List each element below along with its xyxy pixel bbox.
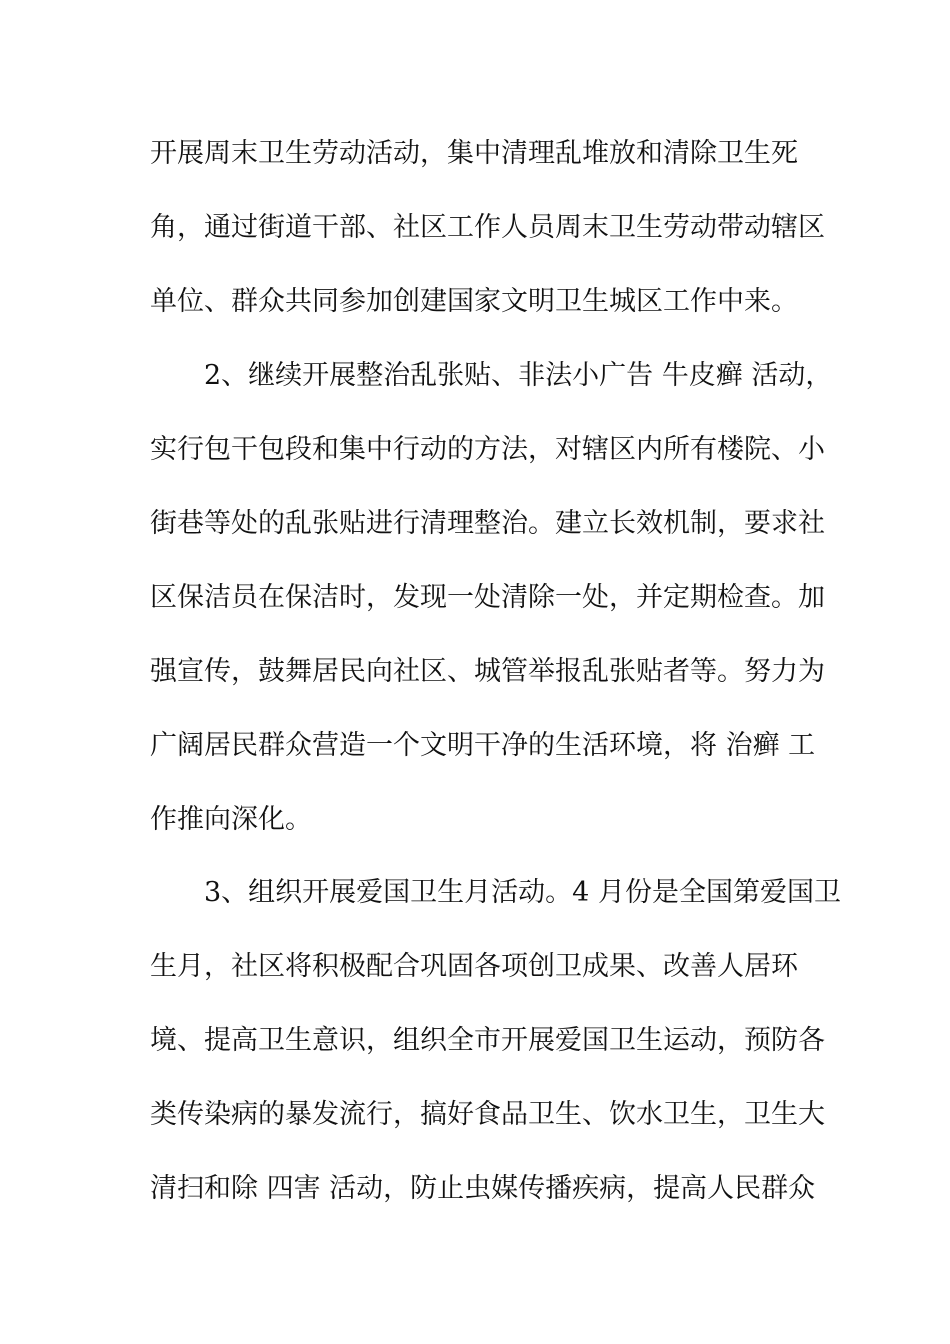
text-line: 3、组织开展爱国卫生月活动。4 月份是全国第爱国卫 [204,877,841,908]
text-line: 街巷等处的乱张贴进行清理整治。建立长效机制，要求社 [150,508,825,539]
paragraph-illegal-posting [150,339,833,857]
text-line: 单位、群众共同参加创建国家文明卫生城区工作中来。 [150,286,798,317]
text-line: 类传染病的暴发流行，搞好食品卫生、饮水卫生，卫生大 [150,1099,825,1130]
text-line: 清扫和除 四害 活动，防止虫媒传播疾病，提高人民群众 [150,1173,816,1204]
text-line: 作推向深化。 [150,804,312,835]
paragraph-patriotic-health-month [150,856,841,1226]
text-line: 广阔居民群众营造一个文明干净的生活环境，将 治癣 工 [150,730,816,761]
text-line: 实行包干包段和集中行动的方法，对辖区内所有楼院、小 [150,434,825,465]
text-line: 区保洁员在保洁时，发现一处清除一处，并定期检查。加 [150,582,825,613]
text-line: 生月，社区将积极配合巩固各项创卫成果、改善人居环 [150,951,798,982]
text-line: 开展周末卫生劳动活动，集中清理乱堆放和清除卫生死 [150,138,798,169]
text-line: 角，通过街道干部、社区工作人员周末卫生劳动带动辖区 [150,212,825,243]
text-line: 2、继续开展整治乱张贴、非法小广告 牛皮癣 活动， [204,360,833,391]
paragraph-weekend-cleanup [150,117,825,339]
text-line: 强宣传，鼓舞居民向社区、城管举报乱张贴者等。努力为 [150,656,825,687]
text-line: 境、提高卫生意识，组织全市开展爱国卫生运动，预防各 [150,1025,825,1056]
